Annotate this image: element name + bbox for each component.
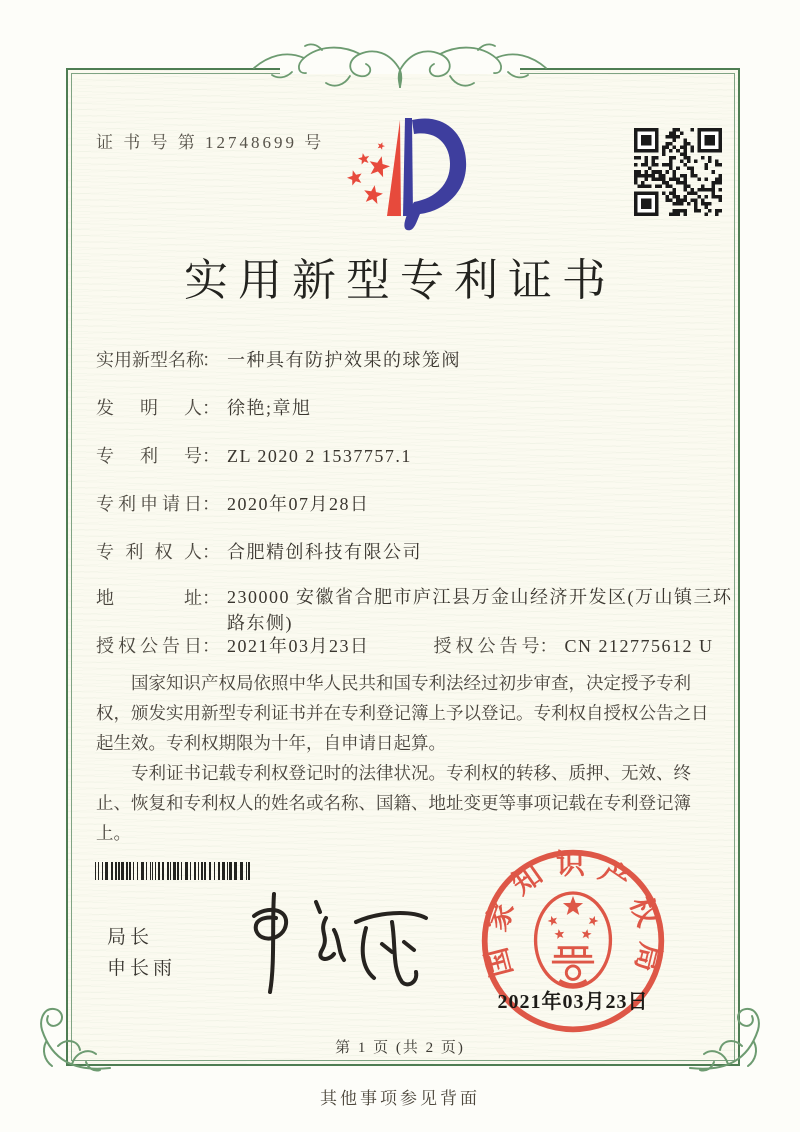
field-label: 专利申请日 bbox=[96, 494, 202, 514]
cnipa-logo bbox=[330, 106, 490, 242]
field-label: 专利号 bbox=[96, 446, 202, 466]
seal-national-emblem bbox=[536, 893, 611, 987]
legal-paragraph-1: 国家知识产权局依照中华人民共和国专利法经过初步审查，决定授予专利权，颁发实用新型专利证书并在专利登记簿上予以登记。专利权自授权公告之日起生效。专利权期限为十年，自申请日起算。 bbox=[96, 673, 709, 753]
logo-p-bowl bbox=[404, 119, 466, 231]
field-value: 合肥精创科技有限公司 bbox=[227, 542, 422, 562]
field-value: 2020年07月28日 bbox=[227, 494, 370, 514]
top-flourish-ornament bbox=[250, 40, 550, 98]
field-value: ZL 2020 2 1537757.1 bbox=[227, 446, 412, 466]
field-label-grant-date: 授权公告日 bbox=[96, 636, 202, 656]
logo-red-wedge bbox=[387, 120, 401, 216]
label-colon: ： bbox=[202, 588, 220, 608]
label-colon: ： bbox=[202, 636, 220, 656]
label-colon: ： bbox=[539, 636, 558, 656]
certificate-title: 实用新型专利证书 bbox=[184, 256, 616, 305]
label-colon: ： bbox=[202, 398, 220, 418]
field-value: 230000 安徽省合肥市庐江县万金山经济开发区(万山镇三环路东侧) bbox=[227, 587, 733, 633]
signer-title: 局长 bbox=[107, 927, 154, 948]
seal-date: 2021年03月23日 bbox=[497, 991, 649, 1013]
certificate-number: 证 书 号 第 12748699 号 bbox=[96, 133, 325, 152]
field-value: 一种具有防护效果的球笼阀 bbox=[227, 350, 461, 370]
legal-text-block bbox=[96, 668, 718, 848]
field-row-inventor bbox=[96, 394, 312, 420]
field-value: 徐艳;章旭 bbox=[227, 398, 312, 418]
grant-date-value: 2021年03月23日 bbox=[227, 636, 370, 656]
page-number: 第 1 页 (共 2 页) bbox=[335, 1040, 465, 1056]
svg-text:国家知识产权局 bbox=[480, 849, 667, 980]
barcode bbox=[95, 862, 253, 880]
back-side-note: 其他事项参见背面 bbox=[320, 1089, 480, 1108]
label-colon: ： bbox=[202, 542, 220, 562]
field-label: 实用新型名称 bbox=[96, 350, 204, 370]
field-label: 专利权人 bbox=[96, 542, 202, 562]
field-label-grant-number: 授权公告号 bbox=[433, 636, 540, 656]
legal-paragraph-2: 专利证书记载专利权登记时的法律状况。专利权的转移、质押、无效、终止、恢复和专利权人的姓名或名称、国籍、地址变更等事项记载在专利登记簿上。 bbox=[96, 763, 691, 843]
qr-code bbox=[634, 128, 722, 216]
field-label: 发明人 bbox=[96, 398, 202, 418]
field-row-patent-number bbox=[96, 442, 412, 468]
field-row-filing-date bbox=[96, 490, 370, 516]
seal-text: 国家知识产权局 bbox=[479, 848, 667, 980]
label-colon: ： bbox=[202, 350, 220, 370]
field-row-address bbox=[96, 584, 735, 636]
grant-number-value: CN 212775612 U bbox=[564, 636, 714, 656]
field-row-patentee bbox=[96, 538, 422, 564]
logo-blue-bar bbox=[403, 118, 413, 216]
field-label: 地址 bbox=[96, 588, 202, 608]
signer-name: 申长雨 bbox=[107, 958, 177, 979]
field-row-grant bbox=[96, 632, 714, 658]
label-colon: ： bbox=[202, 446, 220, 466]
field-row-name bbox=[96, 346, 461, 372]
signature-shen-changyu bbox=[230, 888, 430, 998]
label-colon: ： bbox=[202, 494, 220, 514]
